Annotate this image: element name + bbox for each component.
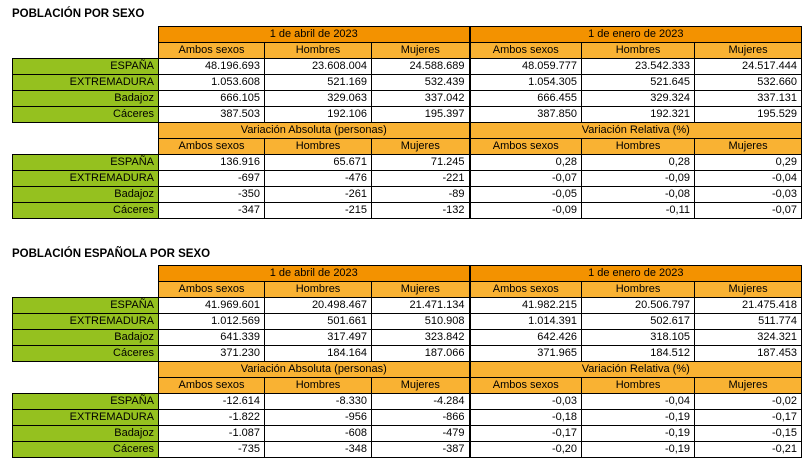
table-cell: -0,19 bbox=[582, 426, 695, 442]
region-label: EXTREMADURA bbox=[13, 75, 159, 91]
table-cell: -0,08 bbox=[582, 187, 695, 203]
table-row bbox=[13, 155, 802, 171]
table-cell: -89 bbox=[372, 187, 470, 203]
table-cell: 187.453 bbox=[695, 346, 802, 362]
table-cell: 195.397 bbox=[372, 107, 470, 123]
variation-header: Variación Relativa (%) bbox=[470, 362, 802, 378]
table-cell: 23.542.333 bbox=[582, 59, 695, 75]
table-cell: 136.916 bbox=[159, 155, 265, 171]
column-header: Hombres bbox=[582, 378, 695, 394]
table-cell: -0,19 bbox=[582, 410, 695, 426]
table-cell: 20.506.797 bbox=[582, 298, 695, 314]
table-cell: 371.965 bbox=[470, 346, 582, 362]
column-header: Ambos sexos bbox=[470, 378, 582, 394]
table-cell: 329.324 bbox=[582, 91, 695, 107]
table-cell: -1.087 bbox=[159, 426, 265, 442]
table-cell: -0,15 bbox=[695, 426, 802, 442]
column-header: Hombres bbox=[265, 139, 372, 155]
table-cell: -479 bbox=[372, 426, 470, 442]
table-cell: -0,20 bbox=[470, 442, 582, 458]
column-header: Mujeres bbox=[695, 282, 802, 298]
table-cell: 501.661 bbox=[265, 314, 372, 330]
table-row bbox=[13, 59, 802, 75]
table-cell: 510.908 bbox=[372, 314, 470, 330]
column-header: Ambos sexos bbox=[159, 43, 265, 59]
region-label: ESPAÑA bbox=[13, 59, 159, 75]
table-cell: 24.588.689 bbox=[372, 59, 470, 75]
table-cell: 21.471.134 bbox=[372, 298, 470, 314]
table-cell: 71.245 bbox=[372, 155, 470, 171]
region-label: Cáceres bbox=[13, 346, 159, 362]
table-cell: 641.339 bbox=[159, 330, 265, 346]
table-cell: 1.054.305 bbox=[470, 75, 582, 91]
table-cell: 24.517.444 bbox=[695, 59, 802, 75]
table-cell: 323.842 bbox=[372, 330, 470, 346]
table-cell: -608 bbox=[265, 426, 372, 442]
column-header: Hombres bbox=[582, 43, 695, 59]
table-cell: 1.053.608 bbox=[159, 75, 265, 91]
table-cell: 502.617 bbox=[582, 314, 695, 330]
table-cell: -0,07 bbox=[470, 171, 582, 187]
table-cell: -0,17 bbox=[695, 410, 802, 426]
region-label: Cáceres bbox=[13, 442, 159, 458]
column-header: Mujeres bbox=[695, 139, 802, 155]
table-cell: 387.503 bbox=[159, 107, 265, 123]
table-cell: 317.497 bbox=[265, 330, 372, 346]
column-header: Ambos sexos bbox=[470, 282, 582, 298]
table-row bbox=[13, 394, 802, 410]
table-row bbox=[13, 91, 802, 107]
region-label: Badajoz bbox=[13, 330, 159, 346]
column-header: Ambos sexos bbox=[159, 378, 265, 394]
table-cell: 20.498.467 bbox=[265, 298, 372, 314]
table-cell: 0,28 bbox=[582, 155, 695, 171]
table-cell: 532.660 bbox=[695, 75, 802, 91]
table-cell: 666.455 bbox=[470, 91, 582, 107]
date-header: 1 de enero de 2023 bbox=[470, 27, 802, 43]
table-cell: 666.105 bbox=[159, 91, 265, 107]
table-cell: -4.284 bbox=[372, 394, 470, 410]
column-header: Ambos sexos bbox=[159, 282, 265, 298]
table-cell: 521.169 bbox=[265, 75, 372, 91]
table-row bbox=[13, 75, 802, 91]
table-cell: -697 bbox=[159, 171, 265, 187]
table-cell: -0,11 bbox=[582, 203, 695, 219]
table-cell: 195.529 bbox=[695, 107, 802, 123]
table-cell: -0,09 bbox=[582, 171, 695, 187]
table-cell: 337.131 bbox=[695, 91, 802, 107]
table-cell: -347 bbox=[159, 203, 265, 219]
region-label: EXTREMADURA bbox=[13, 171, 159, 187]
table-cell: 48.059.777 bbox=[470, 59, 582, 75]
region-label: Badajoz bbox=[13, 187, 159, 203]
table-cell: -0,21 bbox=[695, 442, 802, 458]
table-cell: -0,04 bbox=[582, 394, 695, 410]
table-cell: -387 bbox=[372, 442, 470, 458]
column-header: Mujeres bbox=[372, 139, 470, 155]
table-cell: 23.608.004 bbox=[265, 59, 372, 75]
table-cell: -0,04 bbox=[695, 171, 802, 187]
table-cell: -735 bbox=[159, 442, 265, 458]
column-header: Mujeres bbox=[372, 378, 470, 394]
table-cell: 532.439 bbox=[372, 75, 470, 91]
spanish-population-by-sex-table bbox=[12, 265, 802, 458]
table-cell: -956 bbox=[265, 410, 372, 426]
table-row bbox=[13, 442, 802, 458]
region-label: Cáceres bbox=[13, 107, 159, 123]
region-label: Badajoz bbox=[13, 426, 159, 442]
table-cell: 318.105 bbox=[582, 330, 695, 346]
variation-header: Variación Absoluta (personas) bbox=[159, 362, 470, 378]
variation-header: Variación Absoluta (personas) bbox=[159, 123, 470, 139]
table-cell: -8.330 bbox=[265, 394, 372, 410]
population-by-sex-table bbox=[12, 26, 802, 219]
column-header: Hombres bbox=[265, 43, 372, 59]
table-cell: -0,07 bbox=[695, 203, 802, 219]
table-cell: -0,19 bbox=[582, 442, 695, 458]
date-header: 1 de abril de 2023 bbox=[159, 266, 470, 282]
table-row bbox=[13, 330, 802, 346]
column-header: Hombres bbox=[265, 378, 372, 394]
table-cell: 65.671 bbox=[265, 155, 372, 171]
date-header: 1 de abril de 2023 bbox=[159, 27, 470, 43]
region-label: Badajoz bbox=[13, 91, 159, 107]
table-cell: 324.321 bbox=[695, 330, 802, 346]
table-cell: 41.969.601 bbox=[159, 298, 265, 314]
column-header: Ambos sexos bbox=[470, 139, 582, 155]
table-cell: 48.196.693 bbox=[159, 59, 265, 75]
column-header: Ambos sexos bbox=[470, 43, 582, 59]
table-cell: -261 bbox=[265, 187, 372, 203]
table-cell: 1.014.391 bbox=[470, 314, 582, 330]
table-cell: -0,05 bbox=[470, 187, 582, 203]
table-cell: -215 bbox=[265, 203, 372, 219]
table-cell: 371.230 bbox=[159, 346, 265, 362]
table-cell: -132 bbox=[372, 203, 470, 219]
region-label: EXTREMADURA bbox=[13, 314, 159, 330]
table-cell: -0,18 bbox=[470, 410, 582, 426]
section-title: POBLACIÓN ESPAÑOLA POR SEXO bbox=[12, 248, 211, 260]
table-cell: 521.645 bbox=[582, 75, 695, 91]
table-cell: 642.426 bbox=[470, 330, 582, 346]
column-header: Mujeres bbox=[372, 43, 470, 59]
table-cell: -350 bbox=[159, 187, 265, 203]
column-header: Ambos sexos bbox=[159, 139, 265, 155]
variation-header: Variación Relativa (%) bbox=[470, 123, 802, 139]
section-title: POBLACIÓN POR SEXO bbox=[12, 8, 145, 20]
table-row bbox=[13, 187, 802, 203]
table-cell: 1.012.569 bbox=[159, 314, 265, 330]
table-cell: -0,09 bbox=[470, 203, 582, 219]
region-label: ESPAÑA bbox=[13, 155, 159, 171]
table-cell: -0,03 bbox=[695, 187, 802, 203]
column-header: Hombres bbox=[582, 282, 695, 298]
table-cell: -1.822 bbox=[159, 410, 265, 426]
table-cell: 187.066 bbox=[372, 346, 470, 362]
table-cell: -0,17 bbox=[470, 426, 582, 442]
column-header: Mujeres bbox=[695, 43, 802, 59]
table-cell: -0,02 bbox=[695, 394, 802, 410]
table-cell: 511.774 bbox=[695, 314, 802, 330]
table-cell: -12.614 bbox=[159, 394, 265, 410]
table-cell: 192.321 bbox=[582, 107, 695, 123]
table-row bbox=[13, 410, 802, 426]
table-cell: 184.512 bbox=[582, 346, 695, 362]
table-cell: -476 bbox=[265, 171, 372, 187]
table-cell: -348 bbox=[265, 442, 372, 458]
date-header: 1 de enero de 2023 bbox=[470, 266, 802, 282]
table-cell: 41.982.215 bbox=[470, 298, 582, 314]
table-cell: 329.063 bbox=[265, 91, 372, 107]
table-row bbox=[13, 346, 802, 362]
column-header: Hombres bbox=[582, 139, 695, 155]
table-cell: 21.475.418 bbox=[695, 298, 802, 314]
column-header: Hombres bbox=[265, 282, 372, 298]
table-row bbox=[13, 203, 802, 219]
table-row bbox=[13, 107, 802, 123]
table-cell: -866 bbox=[372, 410, 470, 426]
table-cell: -0,03 bbox=[470, 394, 582, 410]
table-cell: 337.042 bbox=[372, 91, 470, 107]
table-row bbox=[13, 314, 802, 330]
table-cell: -221 bbox=[372, 171, 470, 187]
column-header: Mujeres bbox=[695, 378, 802, 394]
region-label: ESPAÑA bbox=[13, 394, 159, 410]
region-label: EXTREMADURA bbox=[13, 410, 159, 426]
table-cell: 184.164 bbox=[265, 346, 372, 362]
column-header: Mujeres bbox=[372, 282, 470, 298]
table-row bbox=[13, 426, 802, 442]
table-row bbox=[13, 171, 802, 187]
table-cell: 387.850 bbox=[470, 107, 582, 123]
region-label: Cáceres bbox=[13, 203, 159, 219]
region-label: ESPAÑA bbox=[13, 298, 159, 314]
table-row bbox=[13, 298, 802, 314]
table-cell: 0,29 bbox=[695, 155, 802, 171]
table-cell: 192.106 bbox=[265, 107, 372, 123]
table-cell: 0,28 bbox=[470, 155, 582, 171]
